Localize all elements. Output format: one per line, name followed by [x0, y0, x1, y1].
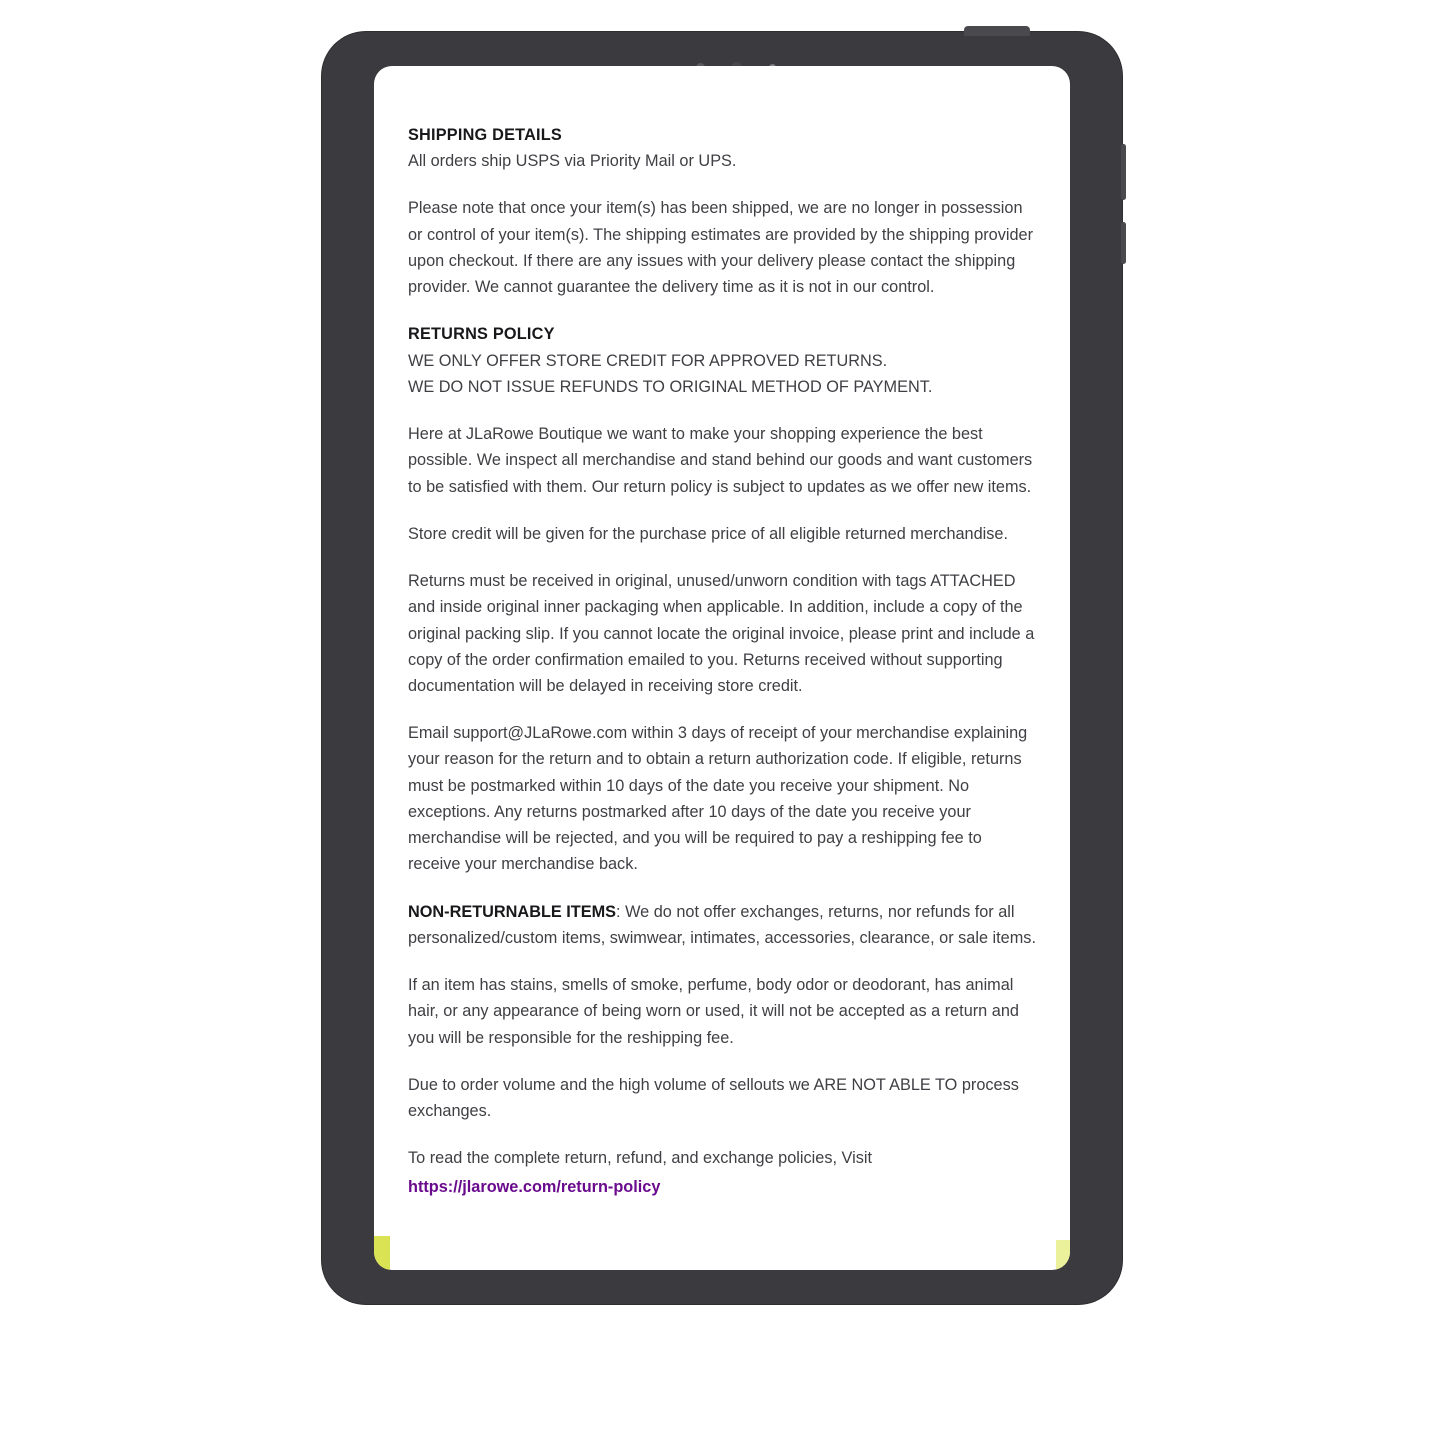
footer-text: To read the complete return, refund, and exchange policies, Visit [408, 1149, 872, 1168]
volume-button[interactable] [1121, 222, 1126, 264]
returns-policy-line-2: WE DO NOT ISSUE REFUNDS TO ORIGINAL METHOD OF PAYMENT. [408, 377, 933, 396]
shipping-details-paragraph: Please note that once your item(s) has been shipped, we are no longer in possession or control of your item(s). The shipping estimates are provided by the shipping provider upon checkout. If there are any issues with your delivery please contact the shipping provider. We cannot guarantee the delivery time as it is not in our control. [408, 199, 1034, 297]
return-policy-link[interactable]: https://jlarowe.com/return-policy [408, 1177, 661, 1196]
returns-policy-paragraph-4: Email support@JLaRowe.com within 3 days of receipt of your merchandise explaining your reason for the return and to obtain a return authorization code. If eligible, returns must be postmarked within 10 days of the date you receive your shipment. No exceptions. Any returns postmarked after 10 days of the date you receive your merchandise will be rejected, and you will be required to pay a reshipping fee to receive your merchandise back. [408, 724, 1028, 874]
returns-policy-paragraph-3: Returns must be received in original, unused/unworn condition with tags ATTACHED and inside original inner packaging when applicable. In addition, include a copy of the original packing slip. If you cannot locate the original invoice, please print and include a copy of the order confirmation emailed to you. Returns received without supporting documentation will be delayed in receiving store credit. [408, 572, 1035, 695]
side-power-button[interactable] [1121, 144, 1126, 200]
returns-policy-heading: RETURNS POLICY [408, 325, 555, 344]
tablet-device-frame [322, 32, 1122, 1304]
tablet-screen [374, 66, 1070, 1270]
returns-policy-paragraph-2: Store credit will be given for the purchase price of all eligible returned merchandise. [408, 524, 1009, 543]
exchanges-paragraph: Due to order volume and the high volume of sellouts we ARE NOT ABLE TO process exchanges. [408, 1075, 1019, 1121]
non-returnable-items-paragraph [408, 899, 1036, 951]
returns-policy-line-1: WE ONLY OFFER STORE CREDIT FOR APPROVED RETURNS. [408, 351, 888, 370]
shipping-details-line: All orders ship USPS via Priority Mail or UPS. [408, 152, 737, 171]
condition-paragraph: If an item has stains, smells of smoke, perfume, body odor or deodorant, has animal hair, or any appearance of being worn or used, it will not be accepted as a return and you will be responsible for the reshipping fee. [408, 976, 1019, 1047]
returns-policy-paragraph-1: Here at JLaRowe Boutique we want to make your shopping experience the best possible. We inspect all merchandise and stand behind our goods and want customers to be satisfied with them. Our return policy is subject to updates as we offer new items. [408, 425, 1033, 496]
policy-document [374, 66, 1070, 1270]
shipping-details-heading: SHIPPING DETAILS [408, 126, 562, 144]
non-returnable-items-body: : We do not offer exchanges, returns, nor refunds for all personalized/custom items, swimwear, intimates, accessories, clearance, or sale items. [408, 902, 1036, 947]
power-button[interactable] [964, 26, 1030, 36]
non-returnable-items-heading: NON-RETURNABLE ITEMS [408, 902, 617, 921]
